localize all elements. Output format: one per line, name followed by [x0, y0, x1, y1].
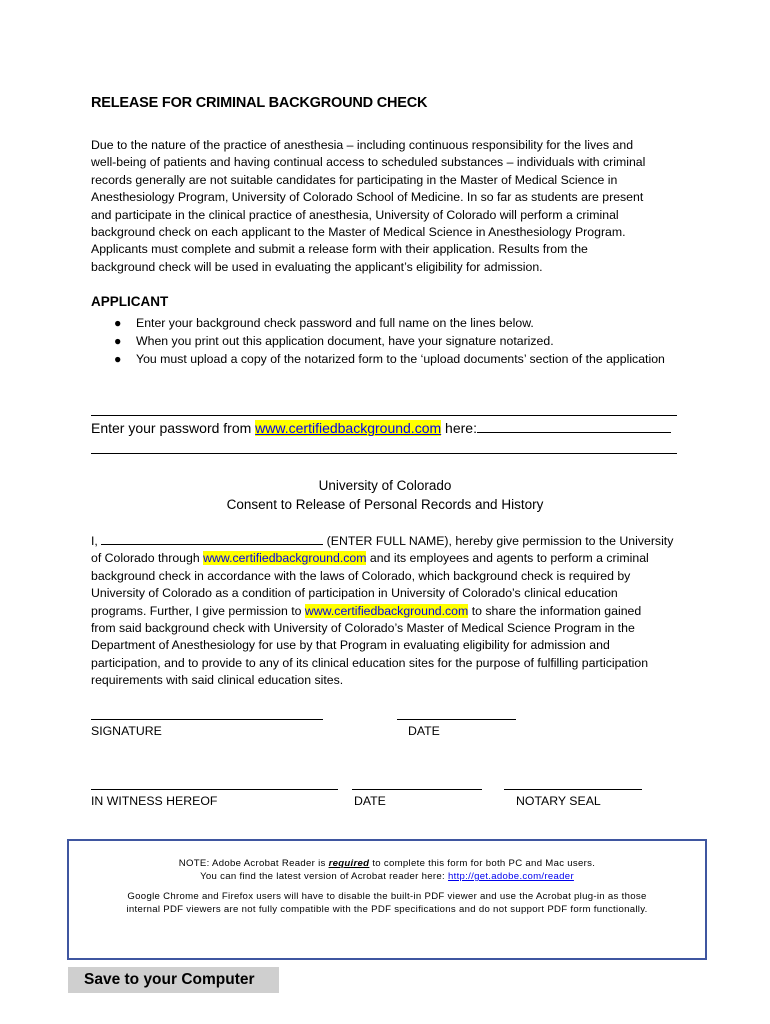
consent-line: University of Colorado as a condition of participation in University of Colorado’s clinical education: [91, 586, 618, 601]
witness-field[interactable]: [91, 789, 338, 790]
applicant-heading: APPLICANT: [91, 294, 169, 309]
intro-line: well-being of patients and having continual access to scheduled substances – individuals with criminal: [91, 155, 646, 170]
note-text: to complete this form for both PC and Mac users.: [369, 858, 596, 869]
note-line: [69, 871, 705, 882]
save-to-computer-button[interactable]: Save to your Computer: [68, 967, 279, 993]
note-text: You can find the latest version of Acrobat reader here:: [200, 871, 448, 882]
consent-title-org: University of Colorado: [318, 478, 452, 493]
consent-text: programs. Further, I give permission to: [91, 603, 305, 618]
signature-label: SIGNATURE: [91, 724, 162, 738]
divider: [91, 453, 677, 454]
consent-line: from said background check with University of Colorado’s Master of Medical Science Program in the: [91, 621, 635, 636]
adobe-note-box: [67, 839, 707, 960]
note-line: [69, 858, 705, 869]
consent-text: I,: [91, 534, 102, 548]
bullet-text: When you print out this application document, have your signature notarized.: [136, 334, 554, 348]
signature-date-label: DATE: [408, 724, 440, 738]
notary-seal-field[interactable]: [504, 789, 642, 790]
notary-seal-label: NOTARY SEAL: [516, 794, 601, 808]
intro-line: and participate in the clinical practice of anesthesia, University of Colorado will perform a criminal: [91, 207, 619, 222]
password-prefix: Enter your password from: [91, 420, 256, 436]
intro-line: background check will be used in evaluating the applicant’s eligibility for admission.: [91, 259, 543, 274]
intro-line: Anesthesiology Program, University of Colorado School of Medicine. In so far as students are present: [91, 190, 644, 205]
divider: [91, 415, 677, 416]
password-suffix: here:: [441, 420, 477, 436]
list-item: [110, 350, 670, 368]
bullet-text: Enter your background check password and full name on the lines below.: [136, 316, 534, 330]
note-line: Google Chrome and Firefox users will have to disable the built-in PDF viewer and use the Acrobat plug-in as those: [127, 891, 647, 902]
applicant-bullet-list: [110, 314, 670, 368]
witness-date-field[interactable]: [352, 789, 482, 790]
consent-text: and its employees and agents to perform a criminal: [366, 551, 649, 566]
consent-text: of Colorado through: [91, 551, 204, 566]
certifiedbackground-link[interactable]: www.certifiedbackground.com: [203, 551, 367, 566]
note-required: required: [328, 858, 370, 869]
witness-label: IN WITNESS HEREOF: [91, 794, 218, 808]
intro-line: Applicants must complete and submit a release form with their application. Results from the: [91, 242, 588, 257]
intro-line: background check on each applicant to the Master of Medical Science in Anesthesiology Program.: [91, 225, 626, 240]
adobe-reader-link[interactable]: http://get.adobe.com/reader: [447, 871, 574, 882]
consent-line: [91, 550, 691, 567]
intro-line: records generally are not suitable candidates for participating in the Master of Medical Science in: [91, 172, 618, 187]
signature-field[interactable]: [91, 719, 323, 720]
password-line: [91, 420, 671, 436]
certifiedbackground-link[interactable]: www.certifiedbackground.com: [255, 420, 442, 436]
certifiedbackground-link[interactable]: www.certifiedbackground.com: [304, 603, 469, 618]
intro-line: Due to the nature of the practice of anesthesia – including continuous responsibility for the lives and: [91, 138, 634, 152]
consent-line: [91, 533, 691, 550]
consent-line: participation, and to provide to any of its clinical education sites for the purpose of fulfilling participation: [91, 655, 649, 670]
page-title: RELEASE FOR CRIMINAL BACKGROUND CHECK: [91, 95, 428, 111]
bullet-icon: ●: [114, 352, 122, 366]
consent-line: [91, 603, 691, 620]
bullet-icon: ●: [114, 316, 122, 330]
password-field[interactable]: [477, 432, 671, 433]
bullet-text: You must upload a copy of the notarized form to the ‘upload documents’ section of the application: [136, 352, 665, 366]
consent-title: Consent to Release of Personal Records and History: [226, 497, 544, 512]
consent-paragraph: [91, 533, 691, 690]
witness-date-label: DATE: [354, 794, 386, 808]
consent-text: (ENTER FULL NAME), hereby give permission to the University: [323, 534, 674, 548]
intro-paragraph: [91, 137, 691, 276]
signature-date-field[interactable]: [397, 719, 516, 720]
consent-line: requirements with said clinical education sites.: [91, 673, 344, 688]
bullet-icon: ●: [114, 334, 122, 348]
note-text: NOTE: Adobe Acrobat Reader is: [178, 858, 329, 869]
note-line: internal PDF viewers are not fully compatible with the PDF specifications and do not support PDF form functionally.: [126, 904, 648, 915]
consent-text: to share the information gained: [468, 603, 642, 618]
list-item: [110, 314, 670, 332]
list-item: [110, 332, 670, 350]
consent-line: Department of Anesthesiology for use by that Program in evaluating eligibility for admission and: [91, 638, 610, 653]
full-name-field[interactable]: [101, 544, 323, 545]
consent-line: background check in accordance with the laws of Colorado, which background check is required by: [91, 568, 631, 583]
